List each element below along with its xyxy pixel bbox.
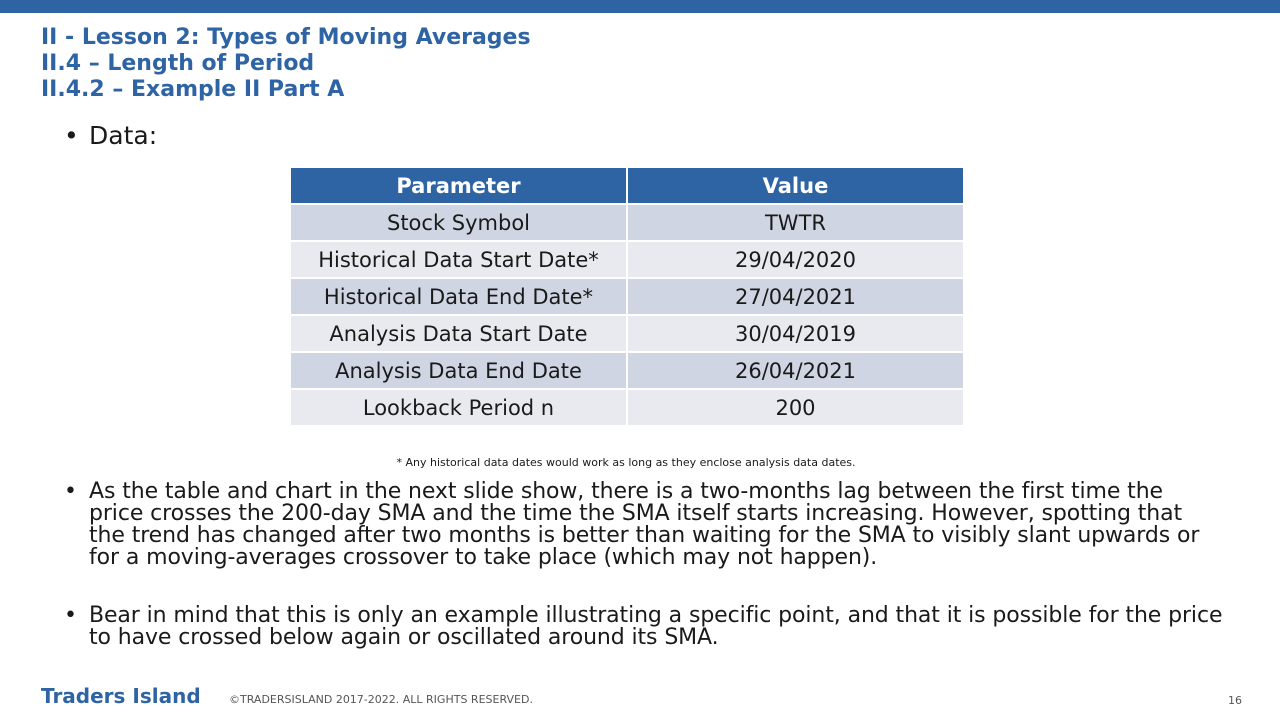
- paragraph-bullet: [64, 481, 1224, 569]
- paragraph-text: As the table and chart in the next slide show, there is a two-months lag between the first time the price crosses the 200-day SMA and the time the SMA itself starts increasing. However, spotting that the trend has changed after two months is better than waiting for the SMA to visibly slant upwards or for a moving-averages crossover to take place (which may not happen).: [89, 479, 1200, 570]
- value-cell: 26/04/2021: [627, 352, 964, 389]
- top-accent-bar: [0, 0, 1280, 13]
- lesson-title: II - Lesson 2: Types of Moving Averages: [41, 25, 531, 50]
- paragraph-text: Bear in mind that this is only an example illustrating a specific point, and that it is possible for the price to have crossed below again or oscillated around its SMA.: [89, 603, 1223, 650]
- table-header-row: [290, 167, 964, 204]
- parameter-cell: Stock Symbol: [290, 204, 627, 241]
- table-row: [290, 278, 964, 315]
- brand-logo-text: Traders Island: [41, 684, 201, 708]
- value-cell: 30/04/2019: [627, 315, 964, 352]
- bullet-icon: •: [64, 121, 79, 150]
- parameter-cell: Historical Data Start Date*: [290, 241, 627, 278]
- table-footnote: * Any historical data dates would work as long as they enclose analysis data dates.: [396, 456, 856, 469]
- parameter-cell: Historical Data End Date*: [290, 278, 627, 315]
- data-bullet: [64, 120, 157, 152]
- parameter-table: [289, 166, 965, 427]
- table-row: [290, 352, 964, 389]
- table-row: [290, 241, 964, 278]
- copyright-notice: ©TRADERSISLAND 2017-2022. ALL RIGHTS RESERVED.: [229, 693, 533, 706]
- parameter-cell: Analysis Data Start Date: [290, 315, 627, 352]
- slide-title-block: [41, 25, 531, 103]
- table-row: [290, 204, 964, 241]
- value-cell: TWTR: [627, 204, 964, 241]
- value-cell: 27/04/2021: [627, 278, 964, 315]
- parameter-cell: Analysis Data End Date: [290, 352, 627, 389]
- data-label: Data:: [89, 121, 158, 150]
- header-value: Value: [627, 167, 964, 204]
- paragraph-bullet: [64, 605, 1224, 649]
- table-row: [290, 315, 964, 352]
- bullet-icon: •: [64, 479, 77, 504]
- bullet-icon: •: [64, 603, 77, 628]
- parameter-cell: Lookback Period n: [290, 389, 627, 426]
- header-parameter: Parameter: [290, 167, 627, 204]
- page-number: 16: [1228, 694, 1242, 707]
- subsection-title: II.4.2 – Example II Part A: [41, 77, 345, 102]
- value-cell: 200: [627, 389, 964, 426]
- table-row: [290, 389, 964, 426]
- value-cell: 29/04/2020: [627, 241, 964, 278]
- section-title: II.4 – Length of Period: [41, 51, 315, 76]
